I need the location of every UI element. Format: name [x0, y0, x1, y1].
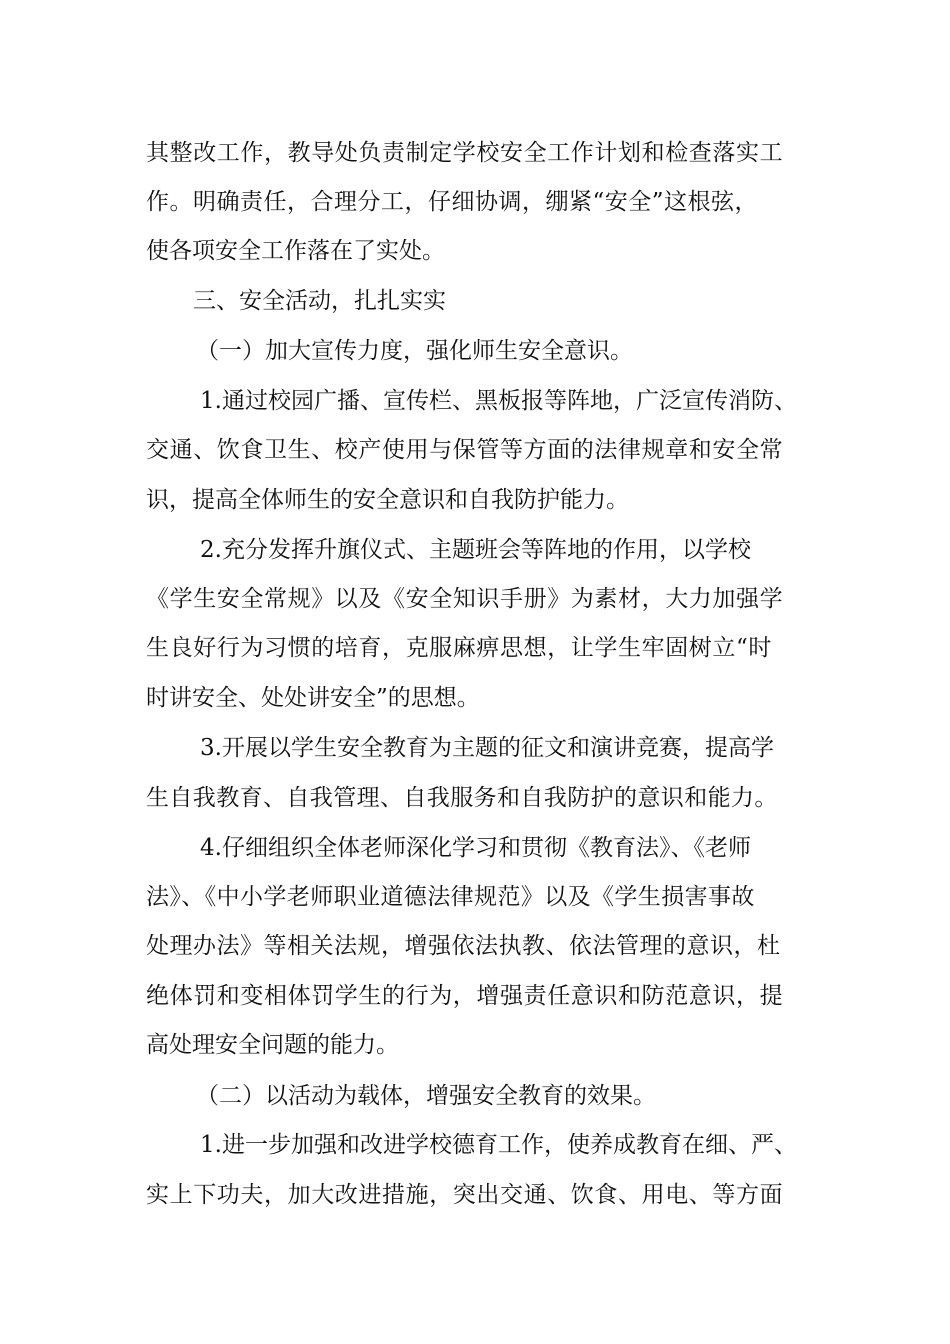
text-line-19: 高处理安全问题的能力。 [146, 1032, 399, 1058]
text-line-10: 《学生安全常规》以及《安全知识手册》为素材，大力加强学 [146, 586, 784, 612]
section-heading: 三、安全活动，扎扎实实 [193, 288, 446, 314]
text-line-13: 3.开展以学生安全教育为主题的征文和演讲竞赛，提高学 [200, 735, 774, 761]
text-line-1: 其整改工作，教导处负责制定学校安全工作计划和检查落实工 [146, 140, 784, 166]
text-line-21: 1.进一步加强和改进学校德育工作，使养成教育在细、严、 [200, 1132, 797, 1158]
text-line-18: 绝体罚和变相体罚学生的行为，增强责任意识和防范意识，提 [146, 983, 784, 1009]
text-line-2: 作。明确责任，合理分工，仔细协调，绷紧“安全”这根弦， [146, 189, 759, 215]
text-line-14: 生自我教育、自我管理、自我服务和自我防护的意识和能力。 [146, 785, 778, 811]
text-line-9: 2.充分发挥升旗仪式、主题班会等阵地的作用，以学校 [200, 537, 751, 563]
text-line-22: 实上下功夫，加大改进措施，突出交通、饮食、用电、等方面 [146, 1182, 784, 1208]
text-line-8: 识，提高全体师生的安全意识和自我防护能力。 [146, 487, 629, 513]
text-line-11: 生良好行为习惯的培育，克服麻痹思想，让学生牢固树立“时 [146, 635, 772, 661]
text-line-17: 处理办法》等相关法规，增强依法执教、依法管理的意识，杜 [146, 933, 781, 959]
text-line-7: 交通、饮食卫生、校产使用与保管等方面的法律规章和安全常 [146, 437, 784, 463]
text-line-6: 1.通过校园广播、宣传栏、黑板报等阵地，广泛宣传消防、 [200, 388, 797, 414]
subsection-heading-2: （二）以活动为载体，增强安全教育的效果。 [196, 1083, 656, 1109]
subsection-heading-1: （一）加大宣传力度，强化师生安全意识。 [196, 338, 633, 364]
text-line-12: 时讲安全、处处讲安全”的思想。 [146, 685, 480, 711]
text-line-15: 4.仔细组织全体老师深化学习和贯彻《教育法》、《老师 [200, 835, 751, 861]
text-line-3: 使各项安全工作落在了实处。 [146, 238, 445, 264]
text-line-16: 法》、《中小学老师职业道德法律规范》以及《学生损害事故 [146, 884, 755, 910]
